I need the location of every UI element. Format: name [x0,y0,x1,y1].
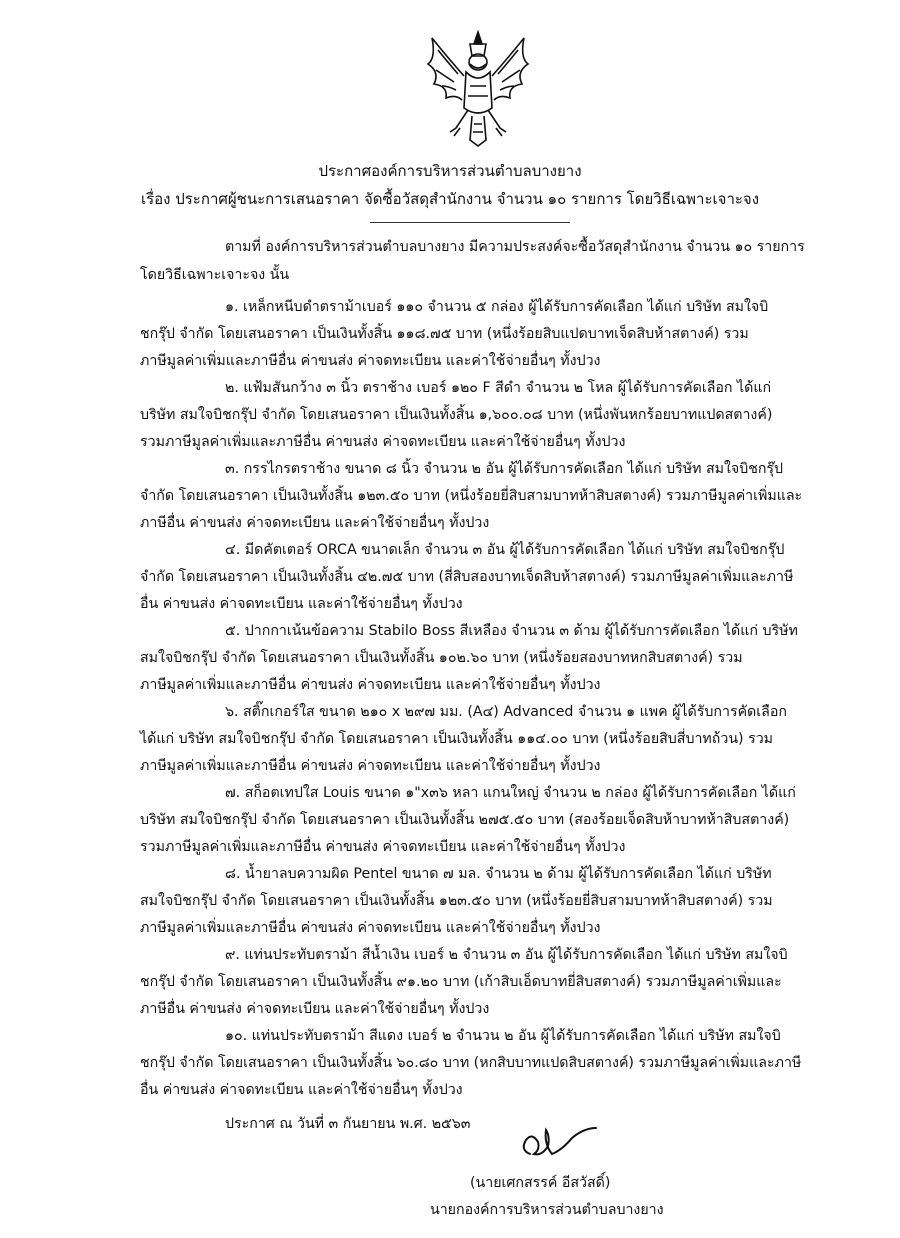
intro-line: โดยวิธีเฉพาะเจาะจง นั้น [140,267,290,283]
announce-date: ประกาศ ณ วันที่ ๓ กันยายน พ.ศ. ๒๕๖๓ [225,1116,471,1132]
signature-icon [512,1124,602,1164]
item-line: ภาษีอื่น ค่าขนส่ง ค่าจดทะเบียน และค่าใช้จ่ายอื่นๆ ทั้งปวง [140,515,490,531]
item-line: อื่น ค่าขนส่ง ค่าจดทะเบียน และค่าใช้จ่ายอื่นๆ ทั้งปวง [140,596,463,612]
item-line: ภาษีอื่น ค่าขนส่ง ค่าจดทะเบียน และค่าใช้จ่ายอื่นๆ ทั้งปวง [140,1001,490,1017]
item-line: ชกรุ๊ป จำกัด โดยเสนอราคา เป็นเงินทั้งสิ้น ๑๑๘.๗๕ บาท (หนึ่งร้อยสิบแปดบาทเจ็ดสิบห้าสตางค์) รวม [140,326,749,342]
item-line: จำกัด โดยเสนอราคา เป็นเงินทั้งสิ้น ๔๒.๗๕ บาท (สี่สิบสองบาทเจ็ดสิบห้าสตางค์) รวมภาษีมูลค่าเพิ่มและภาษี [140,569,794,585]
item-line: ๙. แท่นประทับตราม้า สีน้ำเงิน เบอร์ ๒ จำนวน ๓ อัน ผู้ได้รับการคัดเลือก ได้แก่ บริษัท สมใจบิ [225,947,788,963]
item-line: ๑. เหล็กหนีบดำตราม้าเบอร์ ๑๑๐ จำนวน ๕ กล่อง ผู้ได้รับการคัดเลือก ได้แก่ บริษัท สมใจบิ [225,299,769,315]
item-line: ภาษีมูลค่าเพิ่มและภาษีอื่น ค่าขนส่ง ค่าจดทะเบียน และค่าใช้จ่ายอื่นๆ ทั้งปวง [140,758,601,774]
item-line: ๔. มีดคัตเตอร์ ORCA ขนาดเล็ก จำนวน ๓ อัน ผู้ได้รับการคัดเลือก ได้แก่ บริษัท สมใจบิชกรุ๊ป [225,542,785,558]
item-line: ภาษีมูลค่าเพิ่มและภาษีอื่น ค่าขนส่ง ค่าจดทะเบียน และค่าใช้จ่ายอื่นๆ ทั้งปวง [140,920,601,936]
item-line: ๑๐. แท่นประทับตราม้า สีแดง เบอร์ ๒ จำนวน ๒ อัน ผู้ได้รับการคัดเลือก ได้แก่ บริษัท สมใจบิ [225,1028,781,1044]
item-line: ๗. สก็อตเทปใส Louis ขนาด ๑"x๓๖ หลา แกนใหญ่ จำนวน ๒ กล่อง ผู้ได้รับการคัดเลือก ได้แก่ [225,785,796,801]
item-line: ๓. กรรไกรตราช้าง ขนาด ๘ นิ้ว จำนวน ๒ อัน ผู้ได้รับการคัดเลือก ได้แก่ บริษัท สมใจบิชกรุ๊ป [225,461,784,477]
item-line: ชกรุ๊ป จำกัด โดยเสนอราคา เป็นเงินทั้งสิ้น ๖๐.๘๐ บาท (หกสิบบาทแปดสิบสตางค์) รวมภาษีมูลค่าเพิ่มและภาษี [140,1055,802,1071]
item-line: ๕. ปากกาเน้นข้อความ Stabilo Boss สีเหลือง จำนวน ๓ ด้าม ผู้ได้รับการคัดเลือก ได้แก่ บริษัท [225,623,798,639]
garuda-emblem-icon [418,28,538,148]
item-line: ชกรุ๊ป จำกัด โดยเสนอราคา เป็นเงินทั้งสิ้น ๙๑.๒๐ บาท (เก้าสิบเอ็ดบาทยี่สิบสตางค์) รวมภาษีมูลค่าเพิ่มและ [140,974,782,990]
subject-line: เรื่อง ประกาศผู้ชนะการเสนอราคา จัดซื้อวัสดุสำนักงาน จำนวน ๑๐ รายการ โดยวิธีเฉพาะเจาะจง [140,190,760,208]
item-line: ภาษีมูลค่าเพิ่มและภาษีอื่น ค่าขนส่ง ค่าจดทะเบียน และค่าใช้จ่ายอื่นๆ ทั้งปวง [140,353,601,369]
item-line: สมใจบิชกรุ๊ป จำกัด โดยเสนอราคา เป็นเงินทั้งสิ้น ๑๐๒.๖๐ บาท (หนึ่งร้อยสองบาทหกสิบสตางค์) รวม [140,650,743,666]
org-title: ประกาศองค์การบริหารส่วนตำบลบางยาง [318,162,582,180]
item-line: ๒. แฟ้มสันกว้าง ๓ นิ้ว ตราช้าง เบอร์ ๑๒๐ F สีดำ จำนวน ๒ โหล ผู้ได้รับการคัดเลือก ได้แก่ [225,380,772,396]
item-line: รวมภาษีมูลค่าเพิ่มและภาษีอื่น ค่าขนส่ง ค่าจดทะเบียน และค่าใช้จ่ายอื่นๆ ทั้งปวง [140,839,626,855]
item-line: รวมภาษีมูลค่าเพิ่มและภาษีอื่น ค่าขนส่ง ค่าจดทะเบียน และค่าใช้จ่ายอื่นๆ ทั้งปวง [140,434,626,450]
signer-position: นายกองค์การบริหารส่วนตำบลบางยาง [430,1202,664,1218]
intro-line: ตามที่ องค์การบริหารส่วนตำบลบางยาง มีความประสงค์จะซื้อวัสดุสำนักงาน จำนวน ๑๐ รายการ [225,239,805,255]
item-line: ๖. สติ๊กเกอร์ใส ขนาด ๒๑๐ x ๒๙๗ มม. (A๔) Advanced จำนวน ๑ แพค ผู้ได้รับการคัดเลือก [225,704,787,720]
item-line: บริษัท สมใจบิชกรุ๊ป จำกัด โดยเสนอราคา เป็นเงินทั้งสิ้น ๑,๖๐๐.๐๘ บาท (หนึ่งพันหกร้อยบาทแปดสตางค์) [140,407,773,423]
signer-name: (นายเศกสรรค์ อีสวัสดิ์) [470,1175,611,1191]
item-line: บริษัท สมใจบิชกรุ๊ป จำกัด โดยเสนอราคา เป็นเงินทั้งสิ้น ๒๗๕.๕๐ บาท (สองร้อยเจ็ดสิบห้าบาทห้าสิบสตางค์) [140,812,790,828]
item-line: อื่น ค่าขนส่ง ค่าจดทะเบียน และค่าใช้จ่ายอื่นๆ ทั้งปวง [140,1082,463,1098]
item-line: ได้แก่ บริษัท สมใจบิชกรุ๊ป จำกัด โดยเสนอราคา เป็นเงินทั้งสิ้น ๑๑๔.๐๐ บาท (หนึ่งร้อยสิบสี่บาทถ้วน) รวม [140,731,774,747]
item-line: สมใจบิชกรุ๊ป จำกัด โดยเสนอราคา เป็นเงินทั้งสิ้น ๑๒๓.๕๐ บาท (หนึ่งร้อยยี่สิบสามบาทห้าสิบสตางค์) รวม [140,893,773,909]
title-divider [370,222,570,223]
item-line: จำกัด โดยเสนอราคา เป็นเงินทั้งสิ้น ๑๒๓.๕๐ บาท (หนึ่งร้อยยี่สิบสามบาทห้าสิบสตางค์) รวมภาษีมูลค่าเพิ่มและ [140,488,803,504]
item-line: ภาษีมูลค่าเพิ่มและภาษีอื่น ค่าขนส่ง ค่าจดทะเบียน และค่าใช้จ่ายอื่นๆ ทั้งปวง [140,677,601,693]
item-line: ๘. น้ำยาลบความผิด Pentel ขนาด ๗ มล. จำนวน ๒ ด้าม ผู้ได้รับการคัดเลือก ได้แก่ บริษัท [225,866,772,882]
